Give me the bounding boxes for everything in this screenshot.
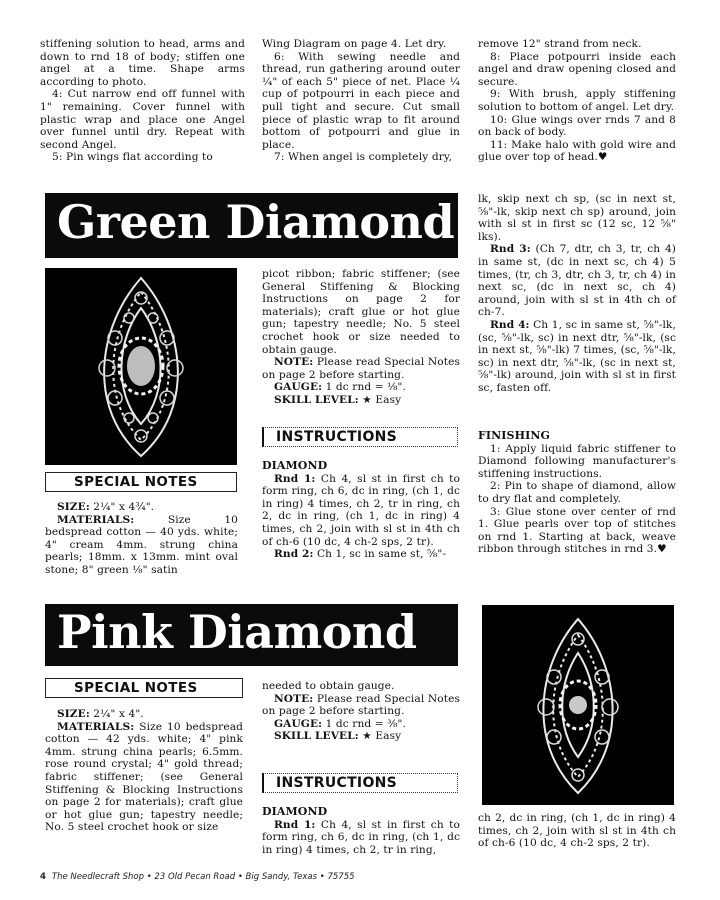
paragraph: 6: With sewing needle and thread, run gathering around outer ¼" of each 5" piece of net. Place ¼ cup of potpourri in each piece and pull tight and secure. Cut small piece of plastic wrap to fit around bottom of potpourri and glue in place. xyxy=(262,50,460,151)
materials-label: MATERIALS: xyxy=(57,720,135,733)
crochet-diamond-image xyxy=(45,268,237,465)
note-text: Please read Special Notes on page 2 before starting. xyxy=(262,356,460,381)
green-diamond-title-banner xyxy=(45,193,458,258)
paragraph: 5: Pin wings flat according to xyxy=(52,151,213,164)
pink-right-column xyxy=(478,812,676,850)
top-column-2 xyxy=(262,38,460,164)
rnd1-continued: ch 2, dc in ring, (ch 1, dc in ring) 4 times, ch 2, join with sl st in 4th ch of ch-6 (10 dc, 4 ch-2 sps, 2 tr). xyxy=(478,812,676,850)
gauge-label: GAUGE: xyxy=(274,717,323,730)
rnd1-label: Rnd 1: xyxy=(274,818,316,831)
rnd3-text: (Ch 7, dtr, ch 3, tr, ch 4) in same st, (dc in next sc, ch 4) 5 times, (tr, ch 3, dtr, ch 3, tr, ch 4) in next sc, (dc in next sc, ch 4) around, join with sl st in 4th ch of ch-7. xyxy=(478,243,677,319)
green-middle-column xyxy=(262,268,460,407)
gauge-label: GAUGE: xyxy=(274,381,323,394)
finishing-step: 2: Pin to shape of diamond, allow to dry flat and completely. xyxy=(478,480,676,505)
paragraph: 11: Make halo with gold wire and glue over top of head.♥ xyxy=(478,138,676,164)
finishing-heading: FINISHING xyxy=(478,429,550,442)
instructions-label: INSTRUCTIONS xyxy=(276,429,398,445)
crochet-diamond-image xyxy=(482,605,674,805)
materials-text: Size 10 bedspread cotton — 40 yds. white; 4" cream 4mm. strung china pearls; 18mm. x 13mm. mint oval stone; 8" green ⅛" satin xyxy=(45,513,238,576)
diamond-heading: DIAMOND xyxy=(262,805,328,818)
footer-text: The Needlecraft Shop • 23 Old Pecan Road • Big Sandy, Texas • 75755 xyxy=(51,872,355,882)
rnd3-label: Rnd 3: xyxy=(490,243,531,256)
rnd4-label: Rnd 4: xyxy=(490,318,530,331)
rnd4-text: Ch 1, sc in same st, ⅝"-lk, (sc, ⅝"-lk, sc) in next dtr, ⅝"-lk, (sc in next st, ⅝"-lk) 7 times, (sc, ⅝"-lk, sc) in next dtr, ⅝"-lk, (sc in next st, ⅝"-lk) around, join with sl st in first sc, fasten off. xyxy=(478,318,676,394)
size-value: 2¼" x 4¾". xyxy=(93,501,155,513)
materials-continued: picot ribbon; fabric stiffener; (see General Stiffening & Blocking Instructions on page 2 for materials); craft glue or hot glue gun; tapestry needle; No. 5 steel crochet hook or size needed to obtain gauge. xyxy=(262,268,460,356)
finishing-step: 3: Glue stone over center of rnd 1. Glue pearls over top of stitches on rnd 1. Starting at back, weave ribbon through stitches in rnd 3.♥ xyxy=(478,505,676,556)
pink-diamond-title: Pink Diamond xyxy=(57,605,417,659)
paragraph: Wing Diagram on page 4. Let dry. xyxy=(262,38,447,50)
paragraph: 7: When angel is completely dry, xyxy=(274,151,453,164)
finishing-step: 1: Apply liquid fabric stiffener to Diamond following manufacturer's stiffening instructions. xyxy=(478,442,676,480)
pink-instructions-box xyxy=(262,773,458,793)
rnd1-text: Ch 4, sl st in first ch to form ring, ch 6, dc in ring, (ch 1, dc in ring) 4 times, ch 2, tr in ring, xyxy=(262,818,461,856)
rnd1-label: Rnd 1: xyxy=(274,472,316,485)
paragraph: 8: Place potpourri inside each angel and draw opening closed and secure. xyxy=(478,50,676,88)
pink-diamond-title-banner xyxy=(45,604,458,666)
green-right-column xyxy=(478,193,676,395)
gauge-text: 1 dc rnd = ⅛". xyxy=(325,381,406,394)
paragraph: 9: With brush, apply stiffening solution to bottom of angel. Let dry. xyxy=(478,88,676,113)
rnd1-text: Ch 4, sl st in first ch to form ring, ch 6, dc in ring, (ch 1, dc in ring) 4 times, ch 2, tr in ring, ch 2, dc in ring, (ch 1, dc in ring) 4 times, ch 2, join with sl st in 4th ch of ch-6 (10 dc, 4 ch-2 sps, 2 tr). xyxy=(262,472,461,548)
page-number: 4 xyxy=(40,872,46,882)
top-column-3 xyxy=(478,38,676,164)
top-column-1 xyxy=(40,38,245,164)
pink-special-notes-box xyxy=(45,678,243,698)
paragraph: 10: Glue wings over rnds 7 and 8 on back of body. xyxy=(478,113,676,139)
skill-label: SKILL LEVEL: xyxy=(274,393,359,406)
note-text: Please read Special Notes on page 2 before starting. xyxy=(262,692,460,718)
green-instructions-column xyxy=(262,460,460,561)
pink-instructions-column xyxy=(262,806,460,856)
skill-text: ★ Easy xyxy=(362,393,402,406)
green-finishing-column xyxy=(478,430,676,556)
rnd2-label: Rnd 2: xyxy=(274,548,314,561)
diamond-heading: DIAMOND xyxy=(262,459,328,472)
paragraph: stiffening solution to head, arms and down to rnd 18 of body; stiffen one angel at a time. Shape arms according to photo. xyxy=(40,38,245,88)
pink-left-column xyxy=(45,708,243,834)
instructions-label: INSTRUCTIONS xyxy=(276,775,398,791)
special-notes-label: SPECIAL NOTES xyxy=(74,680,198,696)
pink-diamond-photo xyxy=(482,605,674,805)
note-label: NOTE: xyxy=(274,356,314,369)
green-diamond-title: Green Diamond xyxy=(57,195,455,249)
skill-label: SKILL LEVEL: xyxy=(274,730,359,743)
green-special-notes-box xyxy=(45,472,237,492)
gauge-text: 1 dc rnd = ⅜". xyxy=(325,717,406,730)
materials-label: MATERIALS: xyxy=(57,513,135,526)
page-footer xyxy=(40,872,355,882)
green-instructions-box xyxy=(262,427,458,447)
rnd2-text: Ch 1, sc in same st, ⅝"- xyxy=(316,548,447,561)
rnd2-continued: lk, skip next ch sp, (sc in next st, ⅝"-lk, skip next ch sp) around, join with sl st in first sc (12 sc, 12 ⅝" lks). xyxy=(478,193,676,243)
paragraph: 4: Cut narrow end off funnel with 1" remaining. Cover funnel with plastic wrap and place one Angel over funnel until dry. Repeat with second Angel. xyxy=(40,88,245,151)
size-label: SIZE: xyxy=(57,501,90,513)
size-label: SIZE: xyxy=(57,708,90,720)
materials-text: Size 10 bedspread cotton — 42 yds. white; 4" pink 4mm. strung china pearls; 6.5mm. rose round crystal; 4" gold thread; fabric stiffener; (see General Stiffening & Blocking Instructions on page 2 for materials); craft glue or hot glue gun; tapestry needle; No. 5 steel crochet hook or size xyxy=(45,720,243,834)
green-left-column xyxy=(45,501,238,577)
note-label: NOTE: xyxy=(274,692,314,705)
green-diamond-photo xyxy=(45,268,237,465)
pink-middle-column xyxy=(262,680,460,743)
skill-text: ★ Easy xyxy=(362,730,402,743)
materials-continued: needed to obtain gauge. xyxy=(262,680,395,692)
special-notes-label: SPECIAL NOTES xyxy=(74,474,198,490)
paragraph: remove 12" strand from neck. xyxy=(478,38,642,50)
size-value: 2¼" x 4". xyxy=(93,708,144,720)
